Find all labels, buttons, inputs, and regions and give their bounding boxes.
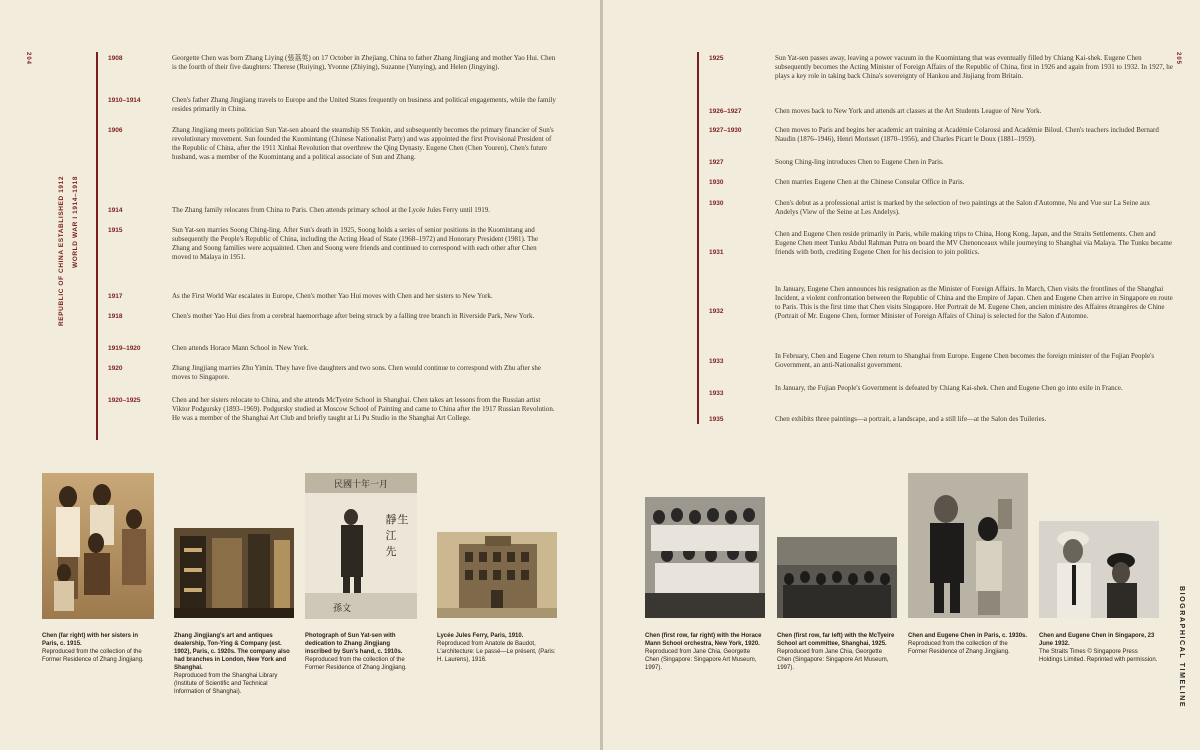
sun-yat-sen-photo bbox=[305, 473, 417, 619]
entry-year: 1918 bbox=[108, 313, 123, 320]
svg-text:江: 江 bbox=[385, 529, 397, 542]
photo-caption bbox=[305, 632, 417, 672]
left-folio: 204 bbox=[25, 52, 31, 66]
entry-year: 1930 bbox=[709, 200, 724, 207]
sisters-photo bbox=[42, 473, 154, 619]
entry-text: In February, Chen and Eugene Chen return to Shanghai from Europe. Eugene Chen becomes the foreign minister of the Fujian People's Government, an anti-Nationalist government. bbox=[775, 352, 1155, 369]
entry-text: Soong Ching-ling introduces Chen to Eugene Chen in Paris. bbox=[775, 158, 944, 166]
entry-year: 1908 bbox=[108, 55, 123, 62]
svg-text:孫文: 孫文 bbox=[333, 604, 352, 614]
left-timeline-rule bbox=[96, 52, 98, 440]
entry-text: In January, the Fujian People's Government is defeated by Chiang Kai-shek. Chen and Eugene Chen go into exile in France. bbox=[775, 384, 1123, 392]
caption-note: Reproduced from the collection of the Former Residence of Zhang Jingjiang. bbox=[305, 657, 407, 671]
caption-note: Reproduced from the collection of the Former Residence of Zhang Jingjiang. bbox=[42, 649, 144, 663]
caption-note: Reproduced from Anatole de Baudot, L'architecture: Le passé—Le présent, (Paris: H. Laurens), 1916. bbox=[437, 641, 556, 663]
lycee-photo bbox=[437, 532, 557, 618]
entry-year: 1914 bbox=[108, 207, 123, 214]
caption-title: Chen (far right) with her sisters in Paris, c. 1915. bbox=[42, 633, 139, 647]
caption-title: Chen (first row, far right) with the Horace Mann School orchestra, New York, 1920. bbox=[645, 633, 762, 647]
entry-year: 1927 bbox=[709, 159, 724, 166]
entry-year: 1933 bbox=[709, 358, 724, 365]
entry-text: As the First World War escalates in Europe, Chen's mother Yao Hui moves with Chen and her sisters to New York. bbox=[172, 292, 493, 300]
entry-year: 1919–1920 bbox=[108, 345, 141, 352]
entry-text: In January, Eugene Chen announces his resignation as the Minister of Foreign Affairs. In March, Chen visits the frontlines of the Shanghai Incident, a violent confrontation between the Republic of China and the Empire of Japan. Chen and Eugene Chen arrive in Singapore en route to Paris. This is the first time that Chen visits Singapore. Her Portrait de M. Eugene Chen, ancien ministre des Affaires étrangères de Chine (Portrait of Mr. Eugene Chen, former Minister of Foreign Affairs of China) is selected for the Salon d'Automne. bbox=[775, 285, 1173, 320]
entry-year: 1925 bbox=[709, 55, 724, 62]
entry-text: Zhang Jingjiang meets politician Sun Yat-sen aboard the steamship SS Tonkin, and subsequently becomes the primary financier of Sun's revolutionary movement. Sun founded the Kuomintang (Chinese Nationalist Party) and was appointed the first Provisional President of the Republic of China, after the 1911 Xinhai Revolution that overthrew the Qing Dynasty. Eugene Chen (Chen Youren), Chen's future husband, was a member of the Kuomintang and a political associate of Sun and Zhang. bbox=[172, 126, 554, 161]
orchestra-photo bbox=[645, 497, 765, 618]
entry-year: 1917 bbox=[108, 293, 123, 300]
svg-text:靜: 靜 bbox=[385, 513, 397, 526]
entry-text: Chen and Eugene Chen reside primarily in Paris, while making trips to China, Hong Kong, Japan, and the Straits Settlements. Chen and Eugene Chen meet Tunku Abdul Rahman Putra on board the MV Chenonceaux while journeying to Shanghai via Malaya. The Tunku became friends with both, crediting Eugene Chen for his decision to join politics. bbox=[775, 230, 1172, 256]
entry-year: 1930 bbox=[709, 179, 724, 186]
chen-couple-singapore-photo bbox=[1039, 521, 1159, 618]
chen-couple-paris-photo bbox=[908, 473, 1028, 618]
entry-year: 1935 bbox=[709, 416, 724, 423]
photo-caption bbox=[42, 632, 154, 664]
entry-year: 1927–1930 bbox=[709, 127, 742, 134]
caption-note: The Straits Times © Singapore Press Holdings Limited. Reprinted with permission. bbox=[1039, 649, 1158, 663]
caption-note: Reproduced from the Shanghai Library (Institute of Scientific and Technical Information of Shanghai). bbox=[174, 673, 278, 695]
biographical-timeline-label: BIOGRAPHICAL TIMELINE bbox=[1178, 586, 1185, 709]
entry-year: 1906 bbox=[108, 127, 123, 134]
entry-year: 1910–1914 bbox=[108, 97, 141, 104]
photo-caption bbox=[908, 632, 1028, 656]
caption-title: Zhang Jingjiang's art and antiques dealership, Ton-Ying & Company (est. 1902), Paris, c. 1920s. The company also had branches in London, New York and Shanghai. bbox=[174, 633, 290, 671]
entry-text: Chen's father Zhang Jingjiang travels to Europe and the United States frequently on business and political engagements, while the family resides primarily in China. bbox=[172, 96, 556, 113]
svg-text:先: 先 bbox=[385, 545, 397, 558]
photo-caption bbox=[174, 632, 294, 696]
photo-caption bbox=[645, 632, 765, 672]
dealership-photo bbox=[174, 528, 294, 618]
mctyeire-photo bbox=[777, 537, 897, 618]
entry-text: Zhang Jingjiang marries Zhu Yimin. They have five daughters and two sons. Chen would continue to correspond with Zhu after she moves to Singapore. bbox=[172, 364, 541, 381]
photo-caption bbox=[437, 632, 557, 664]
right-timeline-rule bbox=[697, 52, 699, 424]
entry-text: Chen moves to Paris and begins her academic art training at Académie Colarossi and Académie Biloul. Chen's teachers included Bernard Naudin (1876–1946), Henri Morisset (1870–1956), and Charles Picart le Doux (1881–1959). bbox=[775, 126, 1159, 143]
entry-year: 1926–1927 bbox=[709, 108, 742, 115]
entry-text: Sun Yat-sen passes away, leaving a power vacuum in the Kuomintang that was eventually filled by Chiang Kai-shek. Eugene Chen subsequently becomes the Acting Minister of Foreign Affairs of the Republic of China, first in 1926 and again from 1931 to 1932. In 1927, he plays a key role in taking back China's sovereignty of Hankou and Jiujiang from Britain. bbox=[775, 54, 1173, 80]
entry-year: 1931 bbox=[709, 249, 724, 256]
entry-year: 1920–1925 bbox=[108, 397, 141, 404]
caption-note: Reproduced from Jane Chia, Georgette Chen (Singapore: Singapore Art Museum, 1997). bbox=[645, 649, 757, 671]
entry-text: Chen's mother Yao Hui dies from a cerebral haemorrhage after being struck by a falling tree branch in Riverside Park, New York. bbox=[172, 312, 535, 320]
right-folio: 205 bbox=[1175, 52, 1181, 66]
caption-note: Reproduced from Jane Chia, Georgette Chen (Singapore: Singapore Art Museum, 1997). bbox=[777, 649, 889, 671]
entry-text: Chen exhibits three paintings—a portrait, a landscape, and a still life—at the Salon des Tuileries. bbox=[775, 415, 1047, 423]
caption-title: Chen (first row, far left) with the McTyeire School art committee, Shanghai, 1925. bbox=[777, 633, 895, 647]
photo-caption bbox=[777, 632, 897, 672]
caption-title: Lycée Jules Ferry, Paris, 1910. bbox=[437, 633, 524, 639]
entry-text: Chen attends Horace Mann School in New York. bbox=[172, 344, 309, 352]
ww1-label: WORLD WAR I 1914–1918 bbox=[72, 175, 79, 268]
entry-text: Chen marries Eugene Chen at the Chinese Consular Office in Paris. bbox=[775, 178, 965, 186]
entry-text: Sun Yat-sen marries Soong Ching-ling. After Sun's death in 1925, Soong holds a series of senior positions in the Kuomintang and subsequently the People's Republic of China, including the Acting Head of State (1968–1972) and Honorary President (1981). The Zhang and Soong families were acquainted. Chen and Soong were friends and continued to correspond with each other after Chen moved to Malaya in 1951. bbox=[172, 226, 539, 261]
caption-title: Chen and Eugene Chen in Paris, c. 1930s. bbox=[908, 633, 1028, 639]
entry-year: 1920 bbox=[108, 365, 123, 372]
caption-title: Photograph of Sun Yat-sen with dedication to Zhang Jingjiang inscribed by Sun's hand, c. 1910s. bbox=[305, 633, 403, 655]
photo-caption bbox=[1039, 632, 1159, 664]
caption-note: Reproduced from the collection of the Former Residence of Zhang Jingjiang. bbox=[908, 641, 1010, 655]
entry-year: 1933 bbox=[709, 390, 724, 397]
entry-text: Chen and her sisters relocate to China, and she attends McTyeire School in Shanghai. Chen takes art lessons from the Russian artist Viktor Podgursky (1893–1969). Podgursky studied at Moscow School of Painting and came to China after the 1917 Russian Revolution. He was a member of the Shanghai Art Club and briefly taught at Li Pu Studio in the Shanghai Art College. bbox=[172, 396, 555, 422]
entry-year: 1915 bbox=[108, 227, 123, 234]
entry-year: 1932 bbox=[709, 308, 724, 315]
entry-text: Georgette Chen was born Zhang Liying (張荔英) on 17 October in Zhejiang, China to father Zhang Jingjiang and mother Yao Hui. Chen is the fourth of their five daughters: Therese (Ruiying), Yvonne (Zhiying), Suzanne (Yunying), and Helen (Jingying). bbox=[172, 54, 556, 71]
svg-text:民國十年一月: 民國十年一月 bbox=[333, 480, 389, 490]
entry-text: The Zhang family relocates from China to Paris. Chen attends primary school at the Lycée Jules Ferry until 1919. bbox=[172, 206, 491, 214]
entry-text: Chen moves back to New York and attends art classes at the Art Students League of New York. bbox=[775, 107, 1042, 115]
caption-title: Chen and Eugene Chen in Singapore, 23 June 1932. bbox=[1039, 633, 1155, 647]
entry-text: Chen's debut as a professional artist is marked by the selection of two paintings at the Salon d'Automne, Nu and Vue sur La Seine aux Andelys (View of the Seine at Les Andelys). bbox=[775, 199, 1151, 216]
svg-text:生: 生 bbox=[397, 513, 409, 526]
right-page bbox=[603, 0, 1200, 750]
republic-label: REPUBLIC OF CHINA ESTABLISHED 1912 bbox=[58, 175, 65, 326]
